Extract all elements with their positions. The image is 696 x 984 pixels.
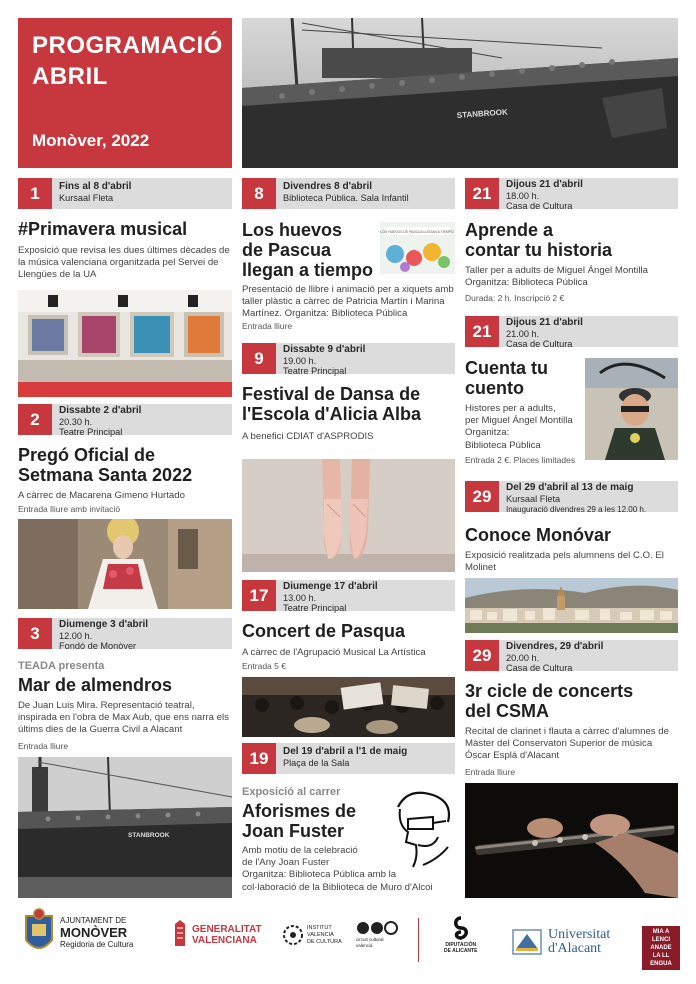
event-2-place: Teatre Principal [59,427,123,438]
ivc-line3: DE CULTURA [307,938,342,945]
page-title-line1: PROGRAMACIÓ [32,32,223,59]
event-21a-time: 18.00 h. [506,190,540,201]
mia-line1: MIA A [652,929,670,935]
event-29b-title-line2: del CSMA [465,701,550,721]
event-21a-title-line2: contar tu historia [465,240,613,260]
event-8-title-line3: llegan a tiempo [242,260,374,280]
event-17-header [242,580,455,614]
event-17-place: Teatre Principal [283,603,347,614]
circuit-line1: circuit cultural [356,937,384,942]
event-21b-desc-line3: Organitza: [465,427,510,439]
event-19-date: Del 19 d'abril a l'1 de maig [283,746,408,757]
logo-circuit-cultural [356,920,400,948]
event-9-header [242,343,455,377]
event-9-photo [242,459,455,572]
event-9-title-line2: l'Escola d'Alicia Alba [242,404,421,424]
event-17-day: 17 [242,580,276,611]
event-21b-photo [585,358,678,460]
diputacion-line2: DE ALICANTE [444,948,478,954]
event-9-time: 19.00 h. [283,355,317,366]
event-19-header [242,743,455,774]
event-9-desc: A benefici CDIAT d'ASPRODIS [242,431,374,442]
event-19-title-line2: Joan Fuster [242,821,345,841]
event-1-date: Fins al 8 d'abril [59,181,132,192]
event-29b-time: 20.00 h. [506,652,540,663]
logo-universitat-alacant [512,928,610,956]
event-8-place: Biblioteca Pública. Sala Infantil [283,192,409,203]
event-2-time: 20.30 h. [59,416,93,427]
event-2-day: 2 [18,404,52,435]
ua-line1: Universitat [548,927,611,942]
event-29a-header [465,481,678,515]
event-2-header [18,404,232,438]
event-2-photo [18,519,232,609]
event-29b-day: 29 [465,640,499,671]
mia-line3: ANADE [650,945,672,951]
event-29a-place: Kursaal Fleta [506,493,561,504]
event-9-title-line1: Festival de Dansa de [242,384,421,404]
event-8-title-line2: de Pascua [242,240,332,260]
logo-diputacion-alicante [444,916,477,954]
event-21a-desc: Taller per a adults de Miguel Ángel Montilla Organitza: Biblioteca Pública [465,265,648,289]
diputacion-icon [451,916,471,940]
event-29a-day: 29 [465,481,499,512]
monover-line1: AJUNTAMENT DE [60,916,127,925]
event-2-title-line2: Setmana Santa 2022 [18,465,193,485]
event-8-desc: Presentació de llibre i animació per a xiquets amb taller plàstic a càrrec de Patricia Martín i Marina Martínez. Organitza: Biblioteca Pública [242,284,454,320]
logo-ajuntament-monover [22,908,133,958]
header-block [18,18,232,168]
event-17-desc: A càrrec de l'Agrupació Musical La Artística [242,647,426,658]
page-subtitle: Monòver, 2022 [32,131,150,150]
generalitat-line1: GENERALITAT [192,924,262,935]
event-19-day: 19 [242,743,276,774]
hero-ship-label: STANBROOK [456,107,508,120]
event-21a-date: Dijous 21 d'abril [506,179,583,190]
ivc-line1: INSTITUT [307,924,332,931]
event-19-presenter: Exposició al carrer [242,786,341,798]
event-17-time: 13.00 h. [283,592,317,603]
page-title-line2: ABRIL [32,63,108,90]
event-21a-note: Durada: 2 h. Inscripció 2 € [465,293,565,303]
event-3-photo [18,757,232,898]
ua-line2: d'Alacant [548,941,602,956]
monover-crest-icon [22,908,56,958]
event-21a-header [465,178,678,212]
event-29b-desc: Recital de clarinet i flauta a càrrec d'alumnes de Màster del Conservatori Superior de música Óscar Esplá d'Alacant [465,726,669,762]
event-2-title-line1: Pregó Oficial de [18,445,156,465]
event-3-presenter: TEADA presenta [18,660,105,672]
event-3-date: Diumenge 3 d'abril [59,619,149,630]
circuit-line2: valencià [356,942,373,948]
logo-generalitat-valenciana [172,920,262,950]
event-8-title-line1: Los huevos [242,220,343,240]
event-19-place: Plaça de la Sala [283,757,350,768]
event-17-photo [242,677,455,737]
event-1-photo [18,290,232,397]
event-21b-place: Casa de Cultura [506,339,573,350]
generalitat-line2: VALENCIANA [192,935,257,946]
hero-ship-photo [242,18,678,168]
logo-mia-alenci [642,926,680,970]
event-29b-photo [465,783,678,898]
event-19-desc-line3: Organitza: Biblioteca Pública amb la [242,869,397,881]
event-8-header [242,178,455,209]
event-3-ship-label: STANBROOK [128,832,170,839]
event-3-desc: De Juan Luis Mira. Representació teatral, inspirada en l'obra de Max Aub, que ens narra els últims dies de la Guerra Civil a Alacant [18,700,229,736]
event-17-note: Entrada 5 € [242,661,286,671]
event-29a-inauguration: Inauguració divendres 29 a les 12.00 h. [506,505,647,515]
event-19-title-line1: Aforismes de [242,801,357,821]
event-2-date: Dissabte 2 d'abril [59,405,142,416]
event-21b-day: 21 [465,316,499,347]
event-3-place: Fondó de Monòver [59,641,137,652]
event-8-date: Divendres 8 d'abril [283,181,373,192]
event-3-day: 3 [18,618,52,649]
event-1-day: 1 [18,178,52,209]
event-19-desc-line2: de l'Any Joan Fuster [242,857,330,869]
event-3-title: Mar de almendros [18,675,173,695]
event-21b-header [465,316,678,350]
event-19-desc-line1: Amb motiu de la celebració [242,845,358,856]
ivc-icon [282,924,304,946]
event-1-desc: Exposició que revisa les dues últimes dècades de la música valenciana organitzada pel Servei de Llengües de la UA [18,245,230,281]
event-21a-place: Casa de Cultura [506,201,573,212]
footer-logos [0,898,696,984]
event-29a-desc: Exposició realitzada pels alumnens del C.O. El Molinet [465,550,664,574]
mia-line5: ENGUA [650,961,672,967]
event-1-place: Kursaal Fleta [59,192,114,203]
event-21b-date: Dijous 21 d'abril [506,317,583,328]
event-8-book-text: LOS HUEVOS DE PASCUA LLEGAN A TIEMPO [380,230,454,234]
event-1-title: #Primavera musical [18,219,188,239]
event-3-time: 12.00 h. [59,630,93,641]
event-17-title: Concert de Pasqua [242,621,406,641]
event-8-day: 8 [242,178,276,209]
event-21b-desc-line1: Histores per a adults, [465,403,556,414]
event-21a-day: 21 [465,178,499,209]
circuit-icon [356,920,400,936]
event-9-date: Dissabte 9 d'abril [283,344,366,355]
mia-line4: LA LL [652,953,670,959]
event-29b-title-line1: 3r cicle de concerts [465,681,634,701]
diputacion-line1: DIPUTACIÓN [445,942,477,948]
event-21b-time: 21.00 h. [506,328,540,339]
footer-divider [418,918,419,962]
event-29b-place: Casa de Cultura [506,663,573,674]
monover-line3: Regidoria de Cultura [60,940,134,949]
event-29b-date: Divendres, 29 d'abril [506,641,604,652]
generalitat-crest-icon [172,920,188,950]
logo-institut-valencia-cultura [282,924,342,946]
event-1-header [18,178,232,209]
mia-line2: LENCI [652,937,670,943]
event-21a-title-line1: Aprende a [465,220,554,240]
event-29b-note: Entrada lliure [465,767,516,777]
event-21b-desc-line4: Biblioteca Pública [465,439,541,451]
event-29a-title: Conoce Monóvar [465,525,612,545]
event-21b-title-line2: cuento [465,378,525,398]
event-8-book-cover [380,222,455,274]
event-2-desc: A càrrec de Macarena Gimeno Hurtado [18,490,185,501]
event-3-note: Entrada lliure [18,741,69,751]
event-8-note: Entrada lliure [242,321,293,331]
ivc-line2: VALENCIÀ [307,931,334,938]
event-29a-date: Del 29 d'abril al 13 de maig [506,482,634,493]
event-2-note: Entrada lliure amb invitació [18,504,121,514]
event-21b-desc-line2: per Miguel Ángel Montilla [465,415,573,427]
event-21b-note: Entrada 2 €. Places limitades [465,455,576,465]
event-3-header [18,618,232,652]
event-17-date: Diumenge 17 d'abril [283,581,378,592]
event-29b-header [465,640,678,674]
ua-icon [512,929,542,955]
event-9-place: Teatre Principal [283,366,347,377]
event-21b-title-line1: Cuenta tu [465,358,548,378]
event-29a-photo [465,578,678,633]
event-19-desc-line4: col·laboració de la Biblioteca de Muro d'Alcoi [242,881,433,893]
monover-line2: MONÒVER [60,925,128,940]
event-9-day: 9 [242,343,276,374]
